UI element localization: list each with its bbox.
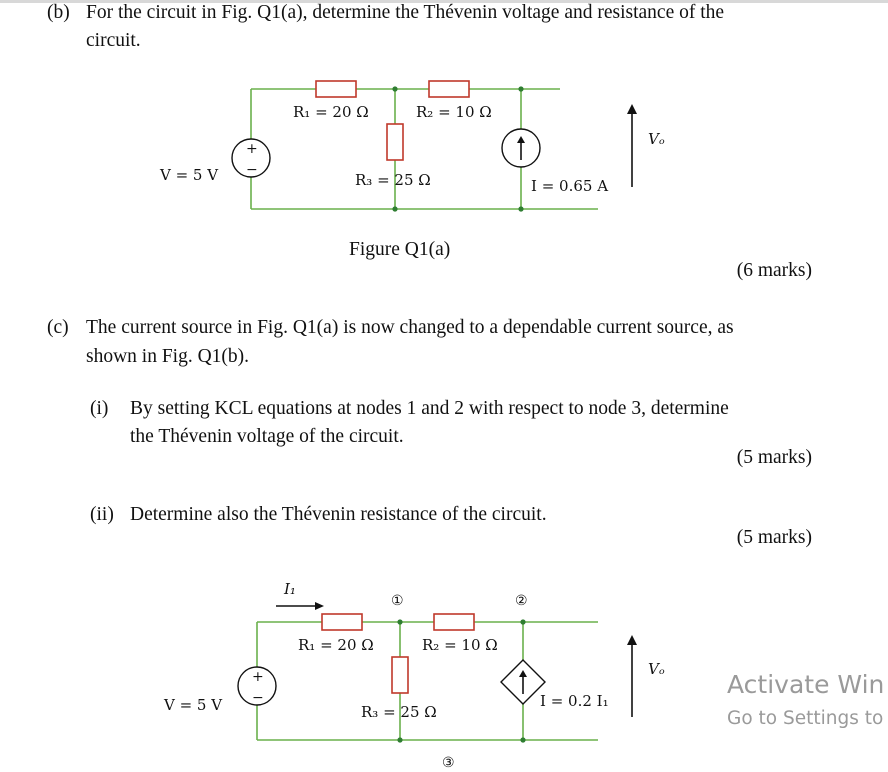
activation-watermark-subtitle[interactable]: Go to Settings to — [727, 708, 884, 729]
voltage-source-b-minus: − — [252, 690, 264, 706]
node-dot-a-3 — [392, 206, 397, 211]
figure-q1a — [159, 81, 665, 260]
node-dot-a-1 — [392, 86, 397, 91]
voltage-source-a-plus: + — [246, 141, 258, 157]
label-r1-b: R₁ = 20 Ω — [298, 636, 374, 654]
figure-q1a-caption: Figure Q1(a) — [349, 239, 451, 260]
node-dot-b-1 — [397, 619, 402, 624]
voltage-source-b-plus: + — [252, 669, 264, 685]
node-label-2: ② — [515, 593, 528, 609]
label-r2-b: R₂ = 10 Ω — [422, 636, 498, 654]
label-current-b: I = 0.2 I₁ — [540, 692, 609, 710]
resistor-r1-b — [322, 614, 362, 630]
part-c-ii-label: (ii) — [90, 504, 114, 525]
node-dot-a-2 — [518, 86, 523, 91]
node-dot-b-2 — [520, 619, 525, 624]
part-c-ii-marks: (5 marks) — [736, 527, 812, 548]
part-b-label: (b) — [47, 2, 70, 23]
resistor-r2-a — [429, 81, 469, 97]
label-vo-b: Vₒ — [648, 660, 665, 678]
resistor-r3-b — [392, 657, 408, 693]
figure-q1b — [163, 580, 665, 771]
i1-arrow-head — [315, 602, 324, 610]
label-r2-a: R₂ = 10 Ω — [416, 103, 492, 121]
label-source-voltage-a: V = 5 V — [160, 166, 219, 184]
node-label-1: ① — [391, 593, 404, 609]
resistor-r1-a — [316, 81, 356, 97]
part-c-i-text-line1: By setting KCL equations at nodes 1 and 2 with respect to node 3, determine — [130, 398, 729, 419]
label-current-a: I = 0.65 A — [531, 177, 609, 195]
label-r3-a: R₃ = 25 Ω — [355, 171, 431, 189]
node-dot-a-4 — [518, 206, 523, 211]
label-vo-a: Vₒ — [648, 130, 665, 148]
label-i1: I₁ — [284, 580, 296, 598]
part-c-text-line1: The current source in Fig. Q1(a) is now changed to a dependable current source, as — [86, 317, 734, 338]
voltage-source-a-minus: − — [246, 162, 258, 178]
part-c-i-marks: (5 marks) — [736, 447, 812, 468]
activation-watermark-title: Activate Win — [727, 670, 885, 699]
node-dot-b-3 — [397, 737, 402, 742]
part-c-i-text-line2: the Thévenin voltage of the circuit. — [130, 426, 404, 447]
node-label-3: ③ — [442, 755, 455, 771]
part-c-i-label: (i) — [90, 398, 109, 419]
part-b-text-line2: circuit. — [86, 30, 141, 51]
label-r1-a: R₁ = 20 Ω — [293, 103, 369, 121]
part-c-ii-text: Determine also the Thévenin resistance of the circuit. — [130, 504, 547, 525]
resistor-r3-a — [387, 124, 403, 160]
part-c-text-line2: shown in Fig. Q1(b). — [86, 346, 250, 367]
part-b-text-line1: For the circuit in Fig. Q1(a), determine the Thévenin voltage and resistance of the — [86, 2, 725, 23]
label-source-voltage-b: V = 5 V — [164, 696, 223, 714]
part-c-label: (c) — [47, 317, 69, 338]
resistor-r2-b — [434, 614, 474, 630]
vo-arrow-a-head — [627, 104, 637, 114]
vo-arrow-b-head — [627, 635, 637, 645]
node-dot-b-4 — [520, 737, 525, 742]
part-b-marks: (6 marks) — [736, 260, 812, 281]
label-r3-b: R₃ = 25 Ω — [361, 703, 437, 721]
